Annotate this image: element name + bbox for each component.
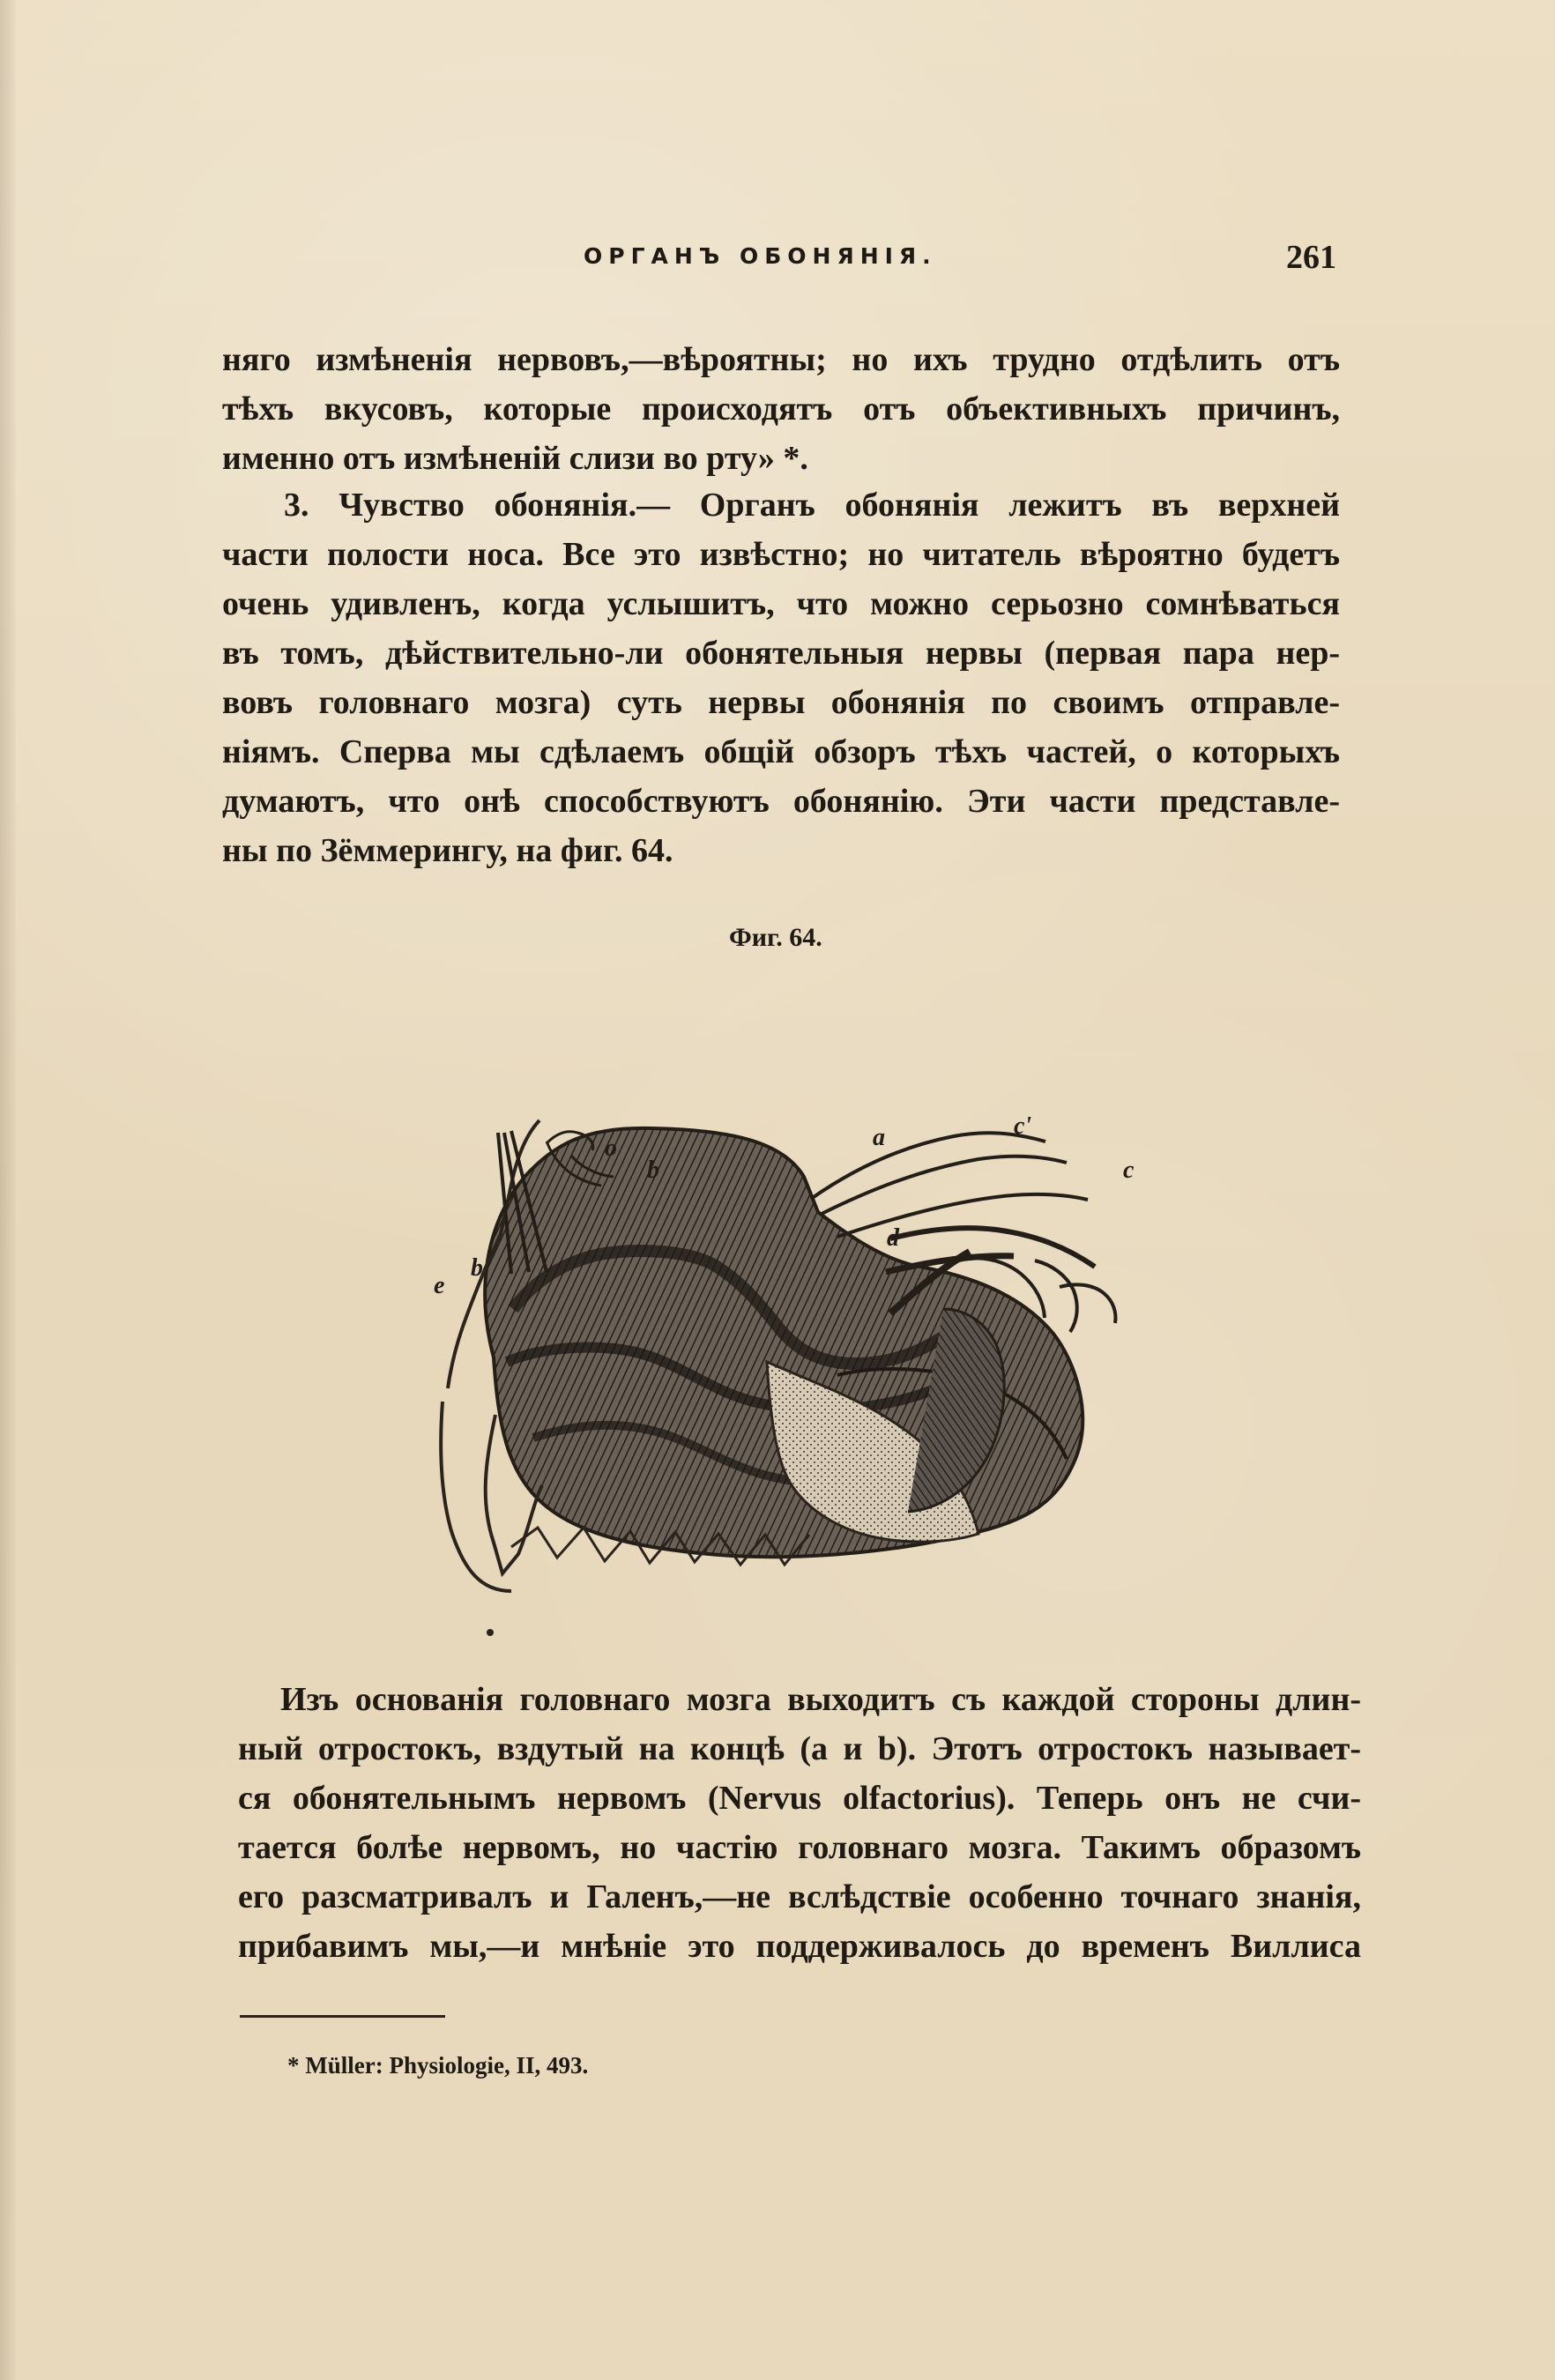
- bottom-paragraph-line-4: тается болѣе нервомъ, но частію головнаго мозга. Такимъ образомъ: [238, 1829, 1361, 1866]
- section-three-paragraph: [222, 480, 1340, 875]
- section-three-line-3: очень удивленъ, когда услышитъ, что можно серьозно сомнѣваться: [222, 585, 1340, 622]
- figure-label-b-upper: b: [647, 1157, 659, 1184]
- figure-label-d: d: [887, 1224, 899, 1252]
- nasal-anatomy-illustration: [397, 1045, 1155, 1591]
- bottom-paragraph-line-3: ся обонятельнымъ нервомъ (Nervus olfactorius). Теперь онъ не счи-: [238, 1780, 1361, 1817]
- figure-label-o: o: [605, 1134, 617, 1162]
- section-three-line-4: въ томъ, дѣйствительно-ли обонятельныя нервы (первая пара нер-: [222, 635, 1340, 672]
- figure-label-c-prime: c': [1014, 1112, 1032, 1140]
- section-three-line-2: части полости носа. Все это извѣстно; но читатель вѣроятно будетъ: [222, 536, 1340, 573]
- section-three-line-8: ны по Зёммерингу, на фиг. 64.: [222, 832, 673, 869]
- section-three-line-7: думаютъ, что онѣ способствуютъ обонянію. Эти части представле-: [222, 783, 1340, 820]
- top-paragraph: [222, 335, 1340, 483]
- top-paragraph-line-1: няго измѣненія нервовъ,—вѣроятны; но ихъ трудно отдѣлить отъ: [222, 341, 1340, 378]
- anatomical-figure: [397, 1045, 1155, 1591]
- small-appendage: [1060, 1284, 1115, 1323]
- footnote-rule: [240, 2015, 445, 2018]
- figure-label-b-left: b: [471, 1254, 483, 1282]
- section-three-line-1: 3. Чувство обонянія.— Органъ обонянія лежитъ въ верхней: [284, 487, 1340, 524]
- page-number: 261: [1286, 239, 1336, 276]
- page-edge-shadow: [0, 0, 16, 2380]
- bottom-paragraph-line-6: прибавимъ мы,—и мнѣніе это поддерживалось до временъ Виллиса: [238, 1928, 1361, 1965]
- bottom-paragraph-line-2: ный отростокъ, вздутый на концѣ (a и b). Этотъ отростокъ называет-: [238, 1730, 1361, 1767]
- bottom-paragraph-line-5: его разсматривалъ и Галенъ,—не вслѣдствіе особенно точнаго знанія,: [238, 1878, 1361, 1915]
- bottom-paragraph-line-1: Изъ основанія головнаго мозга выходитъ съ каждой стороны длин-: [280, 1681, 1361, 1718]
- page-mark-dot: [487, 1629, 494, 1636]
- figure-label-c: c: [1123, 1157, 1135, 1184]
- olfactory-nerve-upper: [811, 1133, 1045, 1199]
- figure-label-e: e: [434, 1272, 445, 1299]
- bottom-paragraph: [238, 1675, 1361, 1971]
- figure-caption: Фиг. 64.: [729, 923, 822, 952]
- running-header-title: ОРГАНЪ ОБОНЯНІЯ.: [584, 243, 937, 269]
- footnote: * Müller: Physiologie, II, 493.: [287, 2052, 589, 2079]
- figure-label-a: a: [873, 1124, 885, 1151]
- top-paragraph-line-3: именно отъ измѣненій слизи во рту» *.: [222, 440, 808, 477]
- top-paragraph-line-2: тѣхъ вкусовъ, которые происходятъ отъ объективныхъ причинъ,: [222, 390, 1340, 428]
- section-three-line-5: вовъ головнаго мозга) суть нервы обонянія по своимъ отправле-: [222, 684, 1340, 721]
- section-three-line-6: ніямъ. Сперва мы сдѣлаемъ общій обзоръ тѣхъ частей, о которыхъ: [222, 733, 1340, 770]
